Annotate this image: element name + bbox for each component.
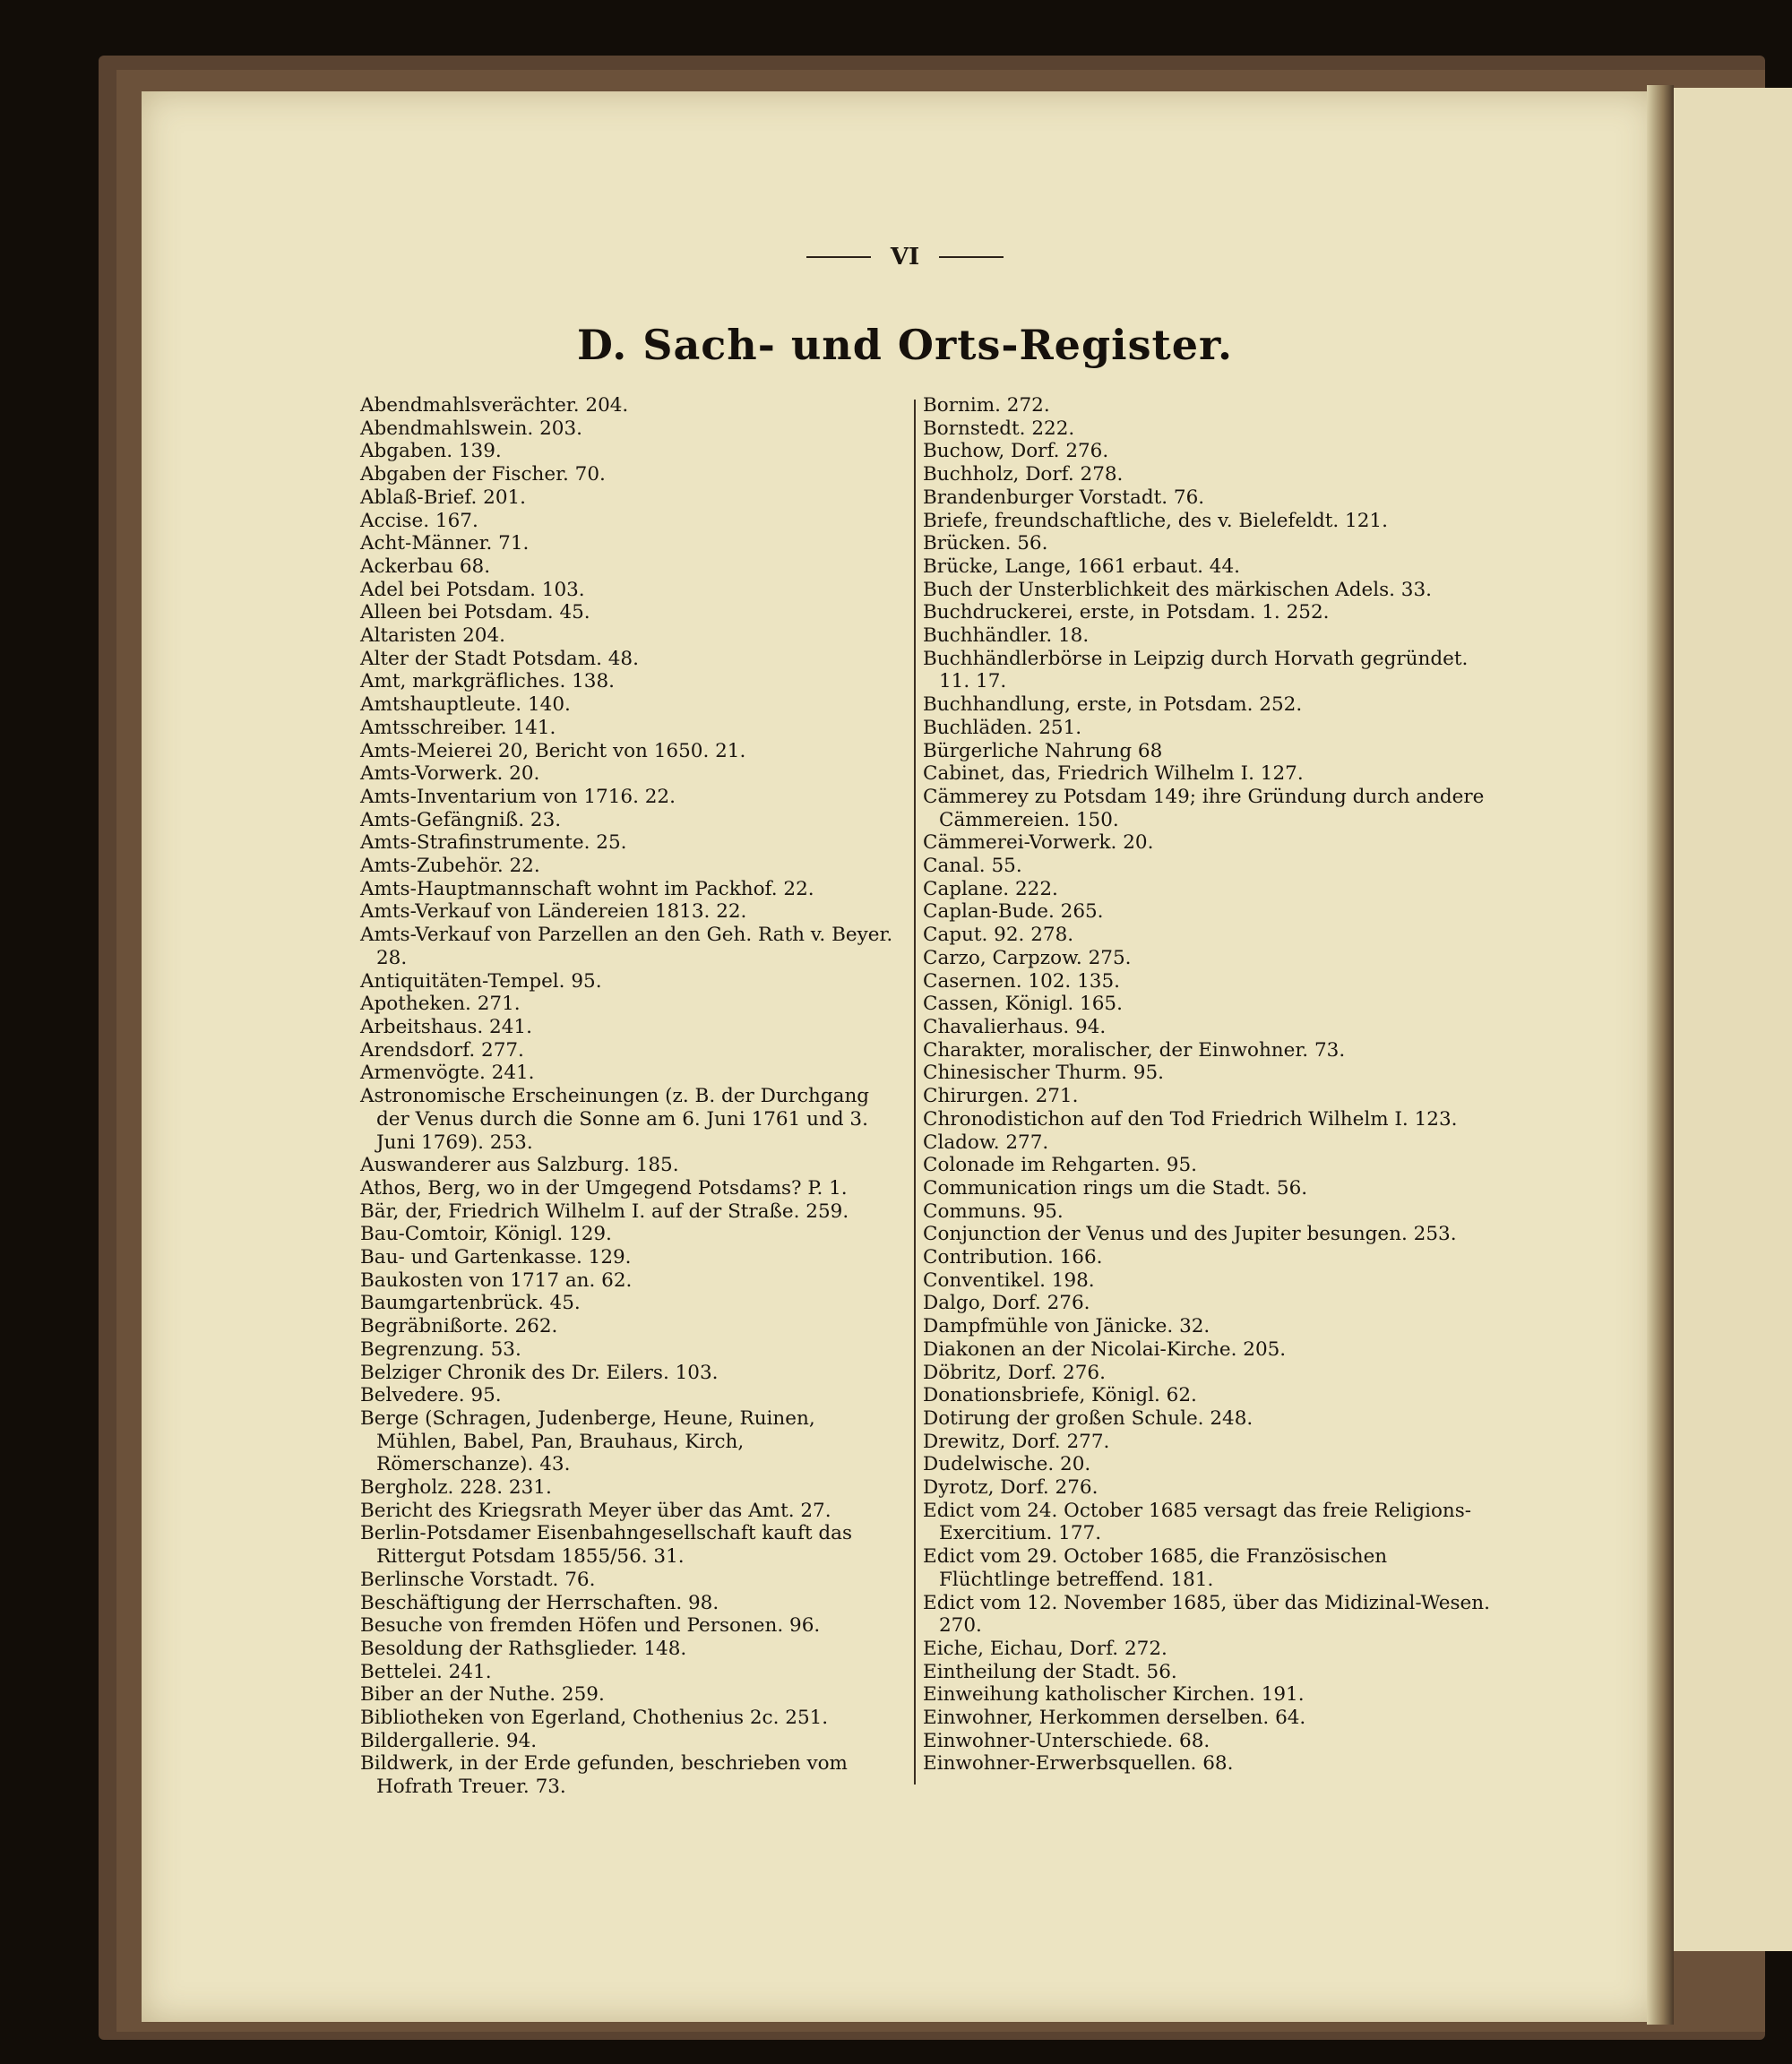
index-entry: Einwohner-Unterschiede. 68.: [923, 1729, 1210, 1752]
index-entry: Einweihung katholischer Kirchen. 191.: [923, 1683, 1305, 1707]
index-entry: Dyrotz, Dorf. 276.: [923, 1476, 1098, 1500]
index-entry: Amts-Gefängniß. 23.: [360, 808, 562, 831]
index-entry: Amts-Inventarium von 1716. 22.: [360, 785, 676, 808]
index-entry: Buchhandlung, erste, in Potsdam. 252.: [923, 693, 1303, 717]
index-entry: Berlinsche Vorstadt. 76.: [360, 1568, 596, 1591]
index-entry: Colonade im Rehgarten. 95.: [923, 1154, 1197, 1177]
index-entry: Dampfmühle von Jänicke. 32.: [923, 1315, 1210, 1338]
index-entry: Besuche von fremden Höfen und Personen. 96.: [360, 1614, 821, 1638]
index-entry: Altaristen 204.: [360, 624, 505, 648]
index-entry: Alleen bei Potsdam. 45.: [360, 601, 590, 624]
index-entry: Cassen, Königl. 165.: [923, 993, 1123, 1016]
index-entry: Cabinet, das, Friedrich Wilhelm I. 127.: [923, 762, 1304, 786]
index-entry: Abgaben der Fischer. 70.: [360, 463, 606, 486]
index-entry: Charakter, moralischer, der Einwohner. 73.: [923, 1038, 1346, 1062]
index-entry: Communication rings um die Stadt. 56.: [923, 1176, 1308, 1200]
header-rule-left: [806, 256, 871, 258]
index-entry: Besoldung der Rathsglieder. 148.: [360, 1637, 687, 1660]
index-entry: Canal. 55.: [923, 855, 1022, 878]
index-entry: Auswanderer aus Salzburg. 185.: [360, 1154, 679, 1177]
index-entry: Baukosten von 1717 an. 62.: [360, 1268, 633, 1292]
column-divider: [914, 400, 916, 1784]
right-column: [923, 394, 1496, 1776]
index-entry: Bericht des Kriegsrath Meyer über das Amt. 27.: [360, 1499, 831, 1522]
index-entry: Begrenzung. 53.: [360, 1337, 521, 1361]
index-entry: Caput. 92. 278.: [923, 924, 1074, 947]
index-entry: Buchhändlerbörse in Leipzig durch Horvath gegründet. 11. 17.: [923, 647, 1469, 693]
index-entry: Edict vom 24. October 1685 versagt das freie Religions-Exercitium. 177.: [923, 1499, 1472, 1545]
index-entry: Amtsschreiber. 141.: [360, 716, 556, 739]
index-entry: Abgaben. 139.: [360, 440, 502, 463]
index-entry: Amts-Verkauf von Parzellen an den Geh. Rath v. Beyer. 28.: [360, 924, 893, 969]
index-entry: Dalgo, Dorf. 276.: [923, 1292, 1090, 1315]
page-number: VI: [890, 244, 920, 271]
left-column: [360, 394, 898, 1799]
index-entry: Accise. 167.: [360, 509, 478, 532]
index-entry: Amts-Strafinstrumente. 25.: [360, 831, 627, 855]
index-entry: Conventikel. 198.: [923, 1268, 1095, 1292]
index-entry: Amts-Verkauf von Ländereien 1813. 22.: [360, 900, 747, 924]
index-entry: Chirurgen. 271.: [923, 1085, 1079, 1108]
index-entry: Bibliotheken von Egerland, Chothenius 2c. 251.: [360, 1707, 829, 1730]
index-entry: Bettelei. 241.: [360, 1660, 492, 1683]
index-entry: Adel bei Potsdam. 103.: [360, 578, 585, 601]
index-entry: Chavalierhaus. 94.: [923, 1015, 1107, 1038]
index-entry: Belziger Chronik des Dr. Eilers. 103.: [360, 1361, 719, 1384]
index-entry: Belvedere. 95.: [360, 1384, 502, 1407]
index-entry: Briefe, freundschaftliche, des v. Bielefeldt. 121.: [923, 509, 1388, 532]
index-entry: Buchhändler. 18.: [923, 624, 1090, 648]
index-entry: Diakonen an der Nicolai-Kirche. 205.: [923, 1337, 1287, 1361]
index-entry: Casernen. 102. 135.: [923, 969, 1120, 993]
index-entry: Einwohner, Herkommen derselben. 64.: [923, 1707, 1306, 1730]
index-entry: Conjunction der Venus und des Jupiter besungen. 253.: [923, 1223, 1457, 1246]
index-entry: Donationsbriefe, Königl. 62.: [923, 1384, 1197, 1407]
index-entry: Eiche, Eichau, Dorf. 272.: [923, 1637, 1167, 1660]
index-entry: Buch der Unsterblichkeit des märkischen Adels. 33.: [923, 578, 1432, 601]
index-entry: Astronomische Erscheinungen (z. B. der Durchgang der Venus durch die Sonne am 6. Juni 1761 und 3. Juni 1769). 253.: [360, 1085, 870, 1154]
index-entry: Caplane. 222.: [923, 877, 1058, 900]
index-entry: Bergholz. 228. 231.: [360, 1476, 552, 1500]
index-entry: Brücken. 56.: [923, 532, 1048, 555]
index-entry: Döbritz, Dorf. 276.: [923, 1361, 1106, 1384]
index-entry: Bär, der, Friedrich Wilhelm I. auf der Straße. 259.: [360, 1200, 849, 1223]
index-entry: Drewitz, Dorf. 277.: [923, 1430, 1110, 1453]
index-entry: Biber an der Nuthe. 259.: [360, 1683, 605, 1707]
index-entry: Bildwerk, in der Erde gefunden, beschrieben vom Hofrath Treuer. 73.: [360, 1752, 848, 1799]
index-entry: Cämmerei-Vorwerk. 20.: [923, 831, 1154, 855]
index-entry: Edict vom 12. November 1685, über das Midizinal-Wesen. 270.: [923, 1591, 1490, 1638]
index-entry: Abendmahlswein. 203.: [360, 417, 582, 440]
index-entry: Bornim. 272.: [923, 394, 1050, 417]
index-entry: Einwohner-Erwerbsquellen. 68.: [923, 1752, 1234, 1776]
index-entry: Amtshauptleute. 140.: [360, 693, 571, 717]
index-entry: Brandenburger Vorstadt. 76.: [923, 486, 1205, 509]
index-entry: Amts-Meierei 20, Bericht von 1650. 21.: [360, 739, 746, 762]
index-entry: Cämmerey zu Potsdam 149; ihre Gründung durch andere Cämmereien. 150.: [923, 785, 1485, 831]
index-entry: Begräbnißorte. 262.: [360, 1315, 558, 1338]
index-entry: Amt, markgräfliches. 138.: [360, 670, 615, 693]
index-entry: Edict vom 29. October 1685, die Französischen Flüchtlinge betreffend. 181.: [923, 1545, 1388, 1591]
index-entry: Berlin-Potsdamer Eisenbahngesellschaft kauft das Rittergut Potsdam 1855/56. 31.: [360, 1522, 853, 1569]
index-entry: Buchow, Dorf. 276.: [923, 440, 1109, 463]
index-entry: Arbeitshaus. 241.: [360, 1015, 532, 1038]
header-rule-right: [939, 256, 1004, 258]
index-entry: Caplan-Bude. 265.: [923, 900, 1104, 924]
index-entry: Bildergallerie. 94.: [360, 1729, 538, 1752]
index-entry: Bau-Comtoir, Königl. 129.: [360, 1223, 612, 1246]
index-entry: Bornstedt. 222.: [923, 417, 1075, 440]
page-gutter: [1647, 85, 1674, 2025]
index-entry: Athos, Berg, wo in der Umgegend Potsdams? P. 1.: [360, 1176, 848, 1200]
index-entry: Chronodistichon auf den Tod Friedrich Wilhelm I. 123.: [923, 1107, 1458, 1131]
index-entry: Cladow. 277.: [923, 1131, 1049, 1154]
index-entry: Amts-Zubehör. 22.: [360, 855, 540, 878]
index-entry: Ackerbau 68.: [360, 555, 491, 578]
index-entry: Berge (Schragen, Judenberge, Heune, Ruinen, Mühlen, Babel, Pan, Brauhaus, Kirch, Römerschanze). 43.: [360, 1406, 815, 1476]
page-header: [788, 244, 1021, 271]
index-entry: Bürgerliche Nahrung 68: [923, 739, 1163, 762]
index-entry: Arendsdorf. 277.: [360, 1038, 524, 1062]
index-entry: Bau- und Gartenkasse. 129.: [360, 1246, 632, 1269]
index-entry: Armenvögte. 241.: [360, 1062, 535, 1085]
index-entry: Alter der Stadt Potsdam. 48.: [360, 647, 639, 670]
index-entry: Buchläden. 251.: [923, 716, 1082, 739]
index-entry: Eintheilung der Stadt. 56.: [923, 1660, 1177, 1683]
index-entry: Ablaß-Brief. 201.: [360, 486, 527, 509]
index-entry: Beschäftigung der Herrschaften. 98.: [360, 1591, 719, 1614]
index-entry: Chinesischer Thurm. 95.: [923, 1062, 1164, 1085]
index-entry: Apotheken. 271.: [360, 993, 521, 1016]
index-entry: Dotirung der großen Schule. 248.: [923, 1406, 1254, 1430]
index-entry: Amts-Vorwerk. 20.: [360, 762, 540, 786]
index-entry: Dudelwische. 20.: [923, 1453, 1091, 1476]
index-entry: Buchdruckerei, erste, in Potsdam. 1. 252.: [923, 601, 1330, 624]
index-entry: Antiquitäten-Tempel. 95.: [360, 969, 602, 993]
index-entry: Amts-Hauptmannschaft wohnt im Packhof. 22.: [360, 877, 814, 900]
register-title: D. Sach- und Orts-Register.: [576, 321, 1234, 369]
index-entry: Baumgartenbrück. 45.: [360, 1292, 581, 1315]
index-entry: Contribution. 166.: [923, 1246, 1103, 1269]
index-entry: Buchholz, Dorf. 278.: [923, 463, 1124, 486]
index-entry: Brücke, Lange, 1661 erbaut. 44.: [923, 555, 1240, 578]
facing-page-edge: [1668, 88, 1792, 1951]
index-entry: Abendmahlsverächter. 204.: [360, 394, 629, 417]
index-entry: Carzo, Carpzow. 275.: [923, 946, 1132, 969]
index-entry: Communs. 95.: [923, 1200, 1064, 1223]
index-entry: Acht-Männer. 71.: [360, 532, 530, 555]
